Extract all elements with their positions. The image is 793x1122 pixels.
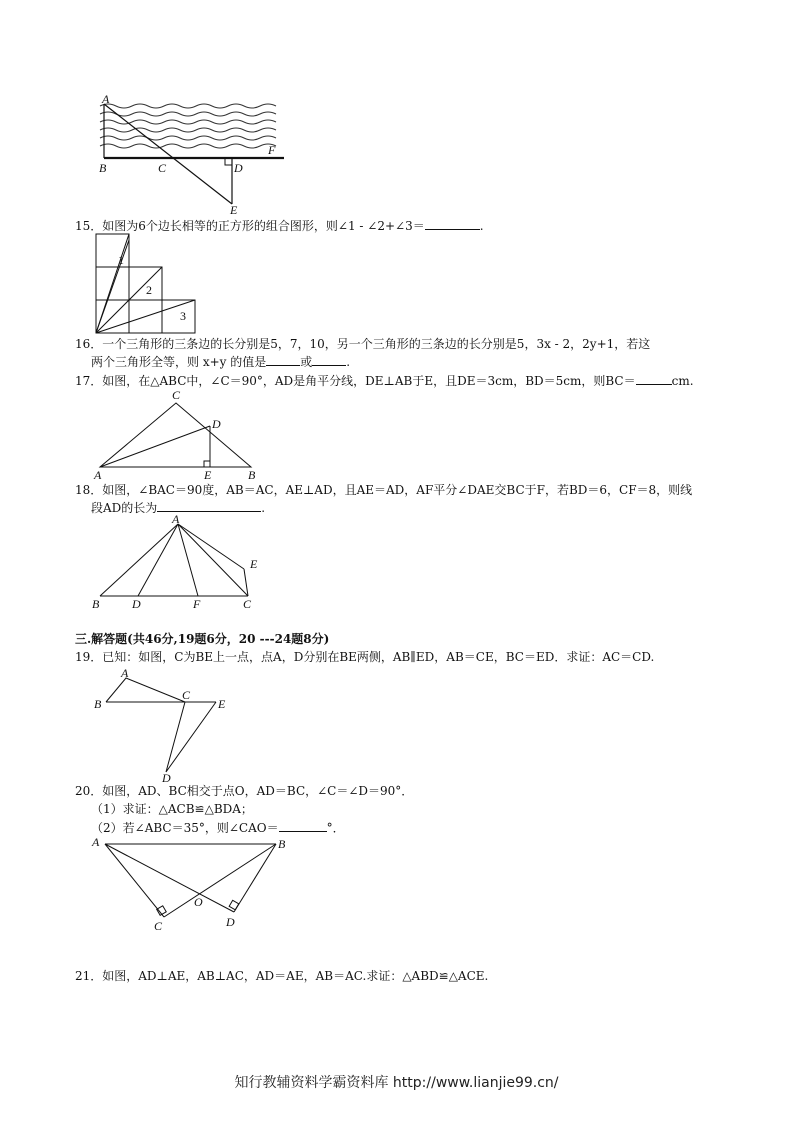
- question-18-end: .: [261, 501, 266, 515]
- fig20-label-b: B: [278, 837, 286, 851]
- question-19: 19．已知：如图，C为BE上一点，点A，D分别在BE两侧，AB∥ED，AB＝CE，BC＝ED．求证：AC＝CD.: [75, 650, 655, 664]
- question-18-line1: 18．如图，∠BAC＝90度，AB＝AC，AE⊥AD，且AE＝AD，AF平分∠DAE交BC于F，若BD＝6，CF＝8，则线: [75, 483, 693, 497]
- answer-blank: [157, 499, 261, 512]
- fig18-label-c: C: [243, 597, 252, 611]
- fig19-label-a: A: [121, 666, 129, 680]
- answer-blank: [425, 217, 480, 230]
- fig18-label-e: E: [250, 557, 258, 571]
- fig15-angle-3: 3: [180, 309, 186, 323]
- fig14-label-e: E: [230, 203, 238, 214]
- answer-blank: [279, 819, 327, 832]
- fig19-label-e: E: [218, 697, 226, 711]
- answer-blank-2: [312, 353, 346, 366]
- figure-river: [92, 92, 292, 214]
- fig20-label-d: D: [226, 915, 235, 929]
- question-16-line2: [91, 353, 350, 370]
- fig20-label-c: C: [154, 919, 163, 933]
- fig17-label-c: C: [172, 388, 181, 402]
- figure-triangle-abc: [90, 386, 270, 482]
- figure-fan-triangle: [88, 512, 268, 612]
- fig19-label-b: B: [94, 697, 102, 711]
- fig17-label-a: A: [94, 468, 102, 482]
- fig17-label-d: D: [212, 417, 221, 431]
- fig18-label-a: A: [172, 512, 180, 526]
- fig15-angle-2: 2: [146, 283, 152, 297]
- question-16-end: .: [346, 355, 351, 369]
- fig14-label-a: A: [102, 92, 110, 106]
- fig17-label-e: E: [204, 468, 212, 482]
- answer-blank: [636, 372, 672, 385]
- question-17-text: 17．如图，在△ABC中，∠C＝90°，AD是角平分线，DE⊥AB于E，且DE＝3cm，BD＝5cm，则BC＝: [75, 374, 636, 388]
- fig19-label-d: D: [162, 771, 171, 784]
- answer-blank-1: [266, 353, 300, 366]
- question-18-text: 段AD的长为: [91, 501, 158, 515]
- question-16-text: 两个三角形全等，则 x+y 的值是: [91, 355, 267, 369]
- question-21: 21．如图，AD⊥AE，AB⊥AC，AD＝AE，AB＝AC.求证：△ABD≌△ACE.: [75, 969, 489, 983]
- fig18-label-d: D: [132, 597, 141, 611]
- question-16-line1: 16．一个三角形的三条边的长分别是5，7，10，另一个三角形的三条边的长分别是5，3x - 2，2y+1，若这: [75, 337, 651, 351]
- fig15-angle-1: 1: [118, 253, 124, 267]
- question-20-line2: （1）求证：△ACB≌△BDA；: [91, 802, 253, 816]
- question-16-or: 或: [300, 355, 313, 369]
- fig14-label-b: B: [99, 161, 107, 175]
- section-title: 三.解答题(共46分,19题6分，20 ---24题8分): [75, 632, 330, 646]
- fig20-label-a: A: [92, 835, 100, 849]
- figure-bcde: [90, 664, 240, 784]
- figure-squares: [92, 230, 198, 334]
- question-20-line1: 20．如图，AD、BC相交于点O，AD＝BC，∠C＝∠D＝90°．: [75, 784, 414, 798]
- fig19-label-c: C: [182, 688, 191, 702]
- fig20-label-o: O: [194, 895, 203, 909]
- fig14-label-d: D: [234, 161, 243, 175]
- question-20-unit: °．: [326, 821, 345, 835]
- fig18-label-b: B: [92, 597, 100, 611]
- question-17-unit: cm.: [671, 374, 694, 388]
- fig18-label-f: F: [193, 597, 201, 611]
- question-15-end: .: [479, 219, 484, 233]
- footer-watermark: 知行教辅资料学霸资料库 http://www.lianjie99.cn/: [234, 1075, 559, 1091]
- question-20-part2: （2）若∠ABC＝35°，则∠CAO＝: [91, 821, 279, 835]
- fig14-label-f: F: [268, 143, 276, 157]
- fig14-label-c: C: [158, 161, 167, 175]
- fig17-label-b: B: [248, 468, 256, 482]
- question-15-text: 15．如图为6个边长相等的正方形的组合图形，则∠1 - ∠2+∠3＝: [75, 219, 425, 233]
- figure-crossed-triangles: [88, 834, 288, 934]
